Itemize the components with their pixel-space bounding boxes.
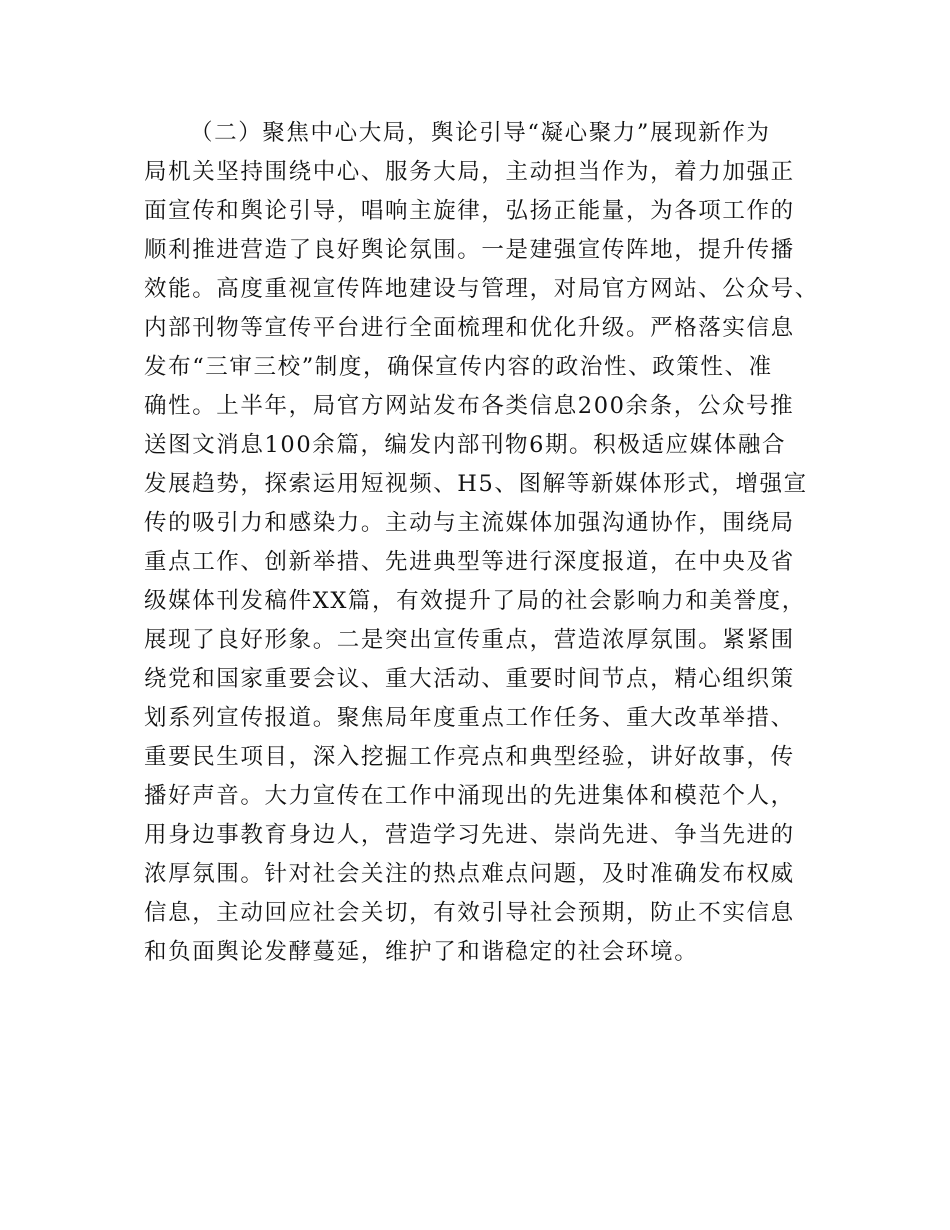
paragraph-line: 顺利推进营造了良好舆论氛围。一是建强宣传阵地，提升传播 [144, 237, 795, 263]
paragraph-line: 重点工作、创新举措、先进典型等进行深度报道，在中央及省 [144, 549, 795, 575]
paragraph-line: 和负面舆论发酵蔓延，维护了和谐稳定的社会环境。 [144, 939, 699, 965]
paragraph-line: 划系列宣传报道。聚焦局年度重点工作任务、重大改革举措、 [144, 705, 795, 731]
paragraph-line: 绕党和国家重要会议、重大活动、重要时间节点，精心组织策 [144, 666, 795, 692]
paragraph-line: 面宣传和舆论引导，唱响主旋律，弘扬正能量，为各项工作的 [144, 198, 795, 224]
paragraph-line: 用身边事教育身边人，营造学习先进、崇尚先进、争当先进的 [144, 822, 795, 848]
paragraph-line: 确性。上半年，局官方网站发布各类信息200余条，公众号推 [144, 393, 795, 419]
paragraph-line: 传的吸引力和感染力。主动与主流媒体加强沟通协作，围绕局 [144, 510, 795, 536]
paragraph-line: 发展趋势，探索运用短视频、H5、图解等新媒体形式，增强宣 [144, 471, 808, 497]
paragraph-line: 效能。高度重视宣传阵地建设与管理，对局官方网站、公众号、 [144, 276, 819, 302]
section-heading-line: （二）聚焦中心大局，舆论引导“凝心聚力”展现新作为 [190, 120, 771, 146]
paragraph-line: 重要民生项目，深入挖掘工作亮点和典型经验，讲好故事，传 [144, 744, 795, 770]
paragraph-line: 级媒体刊发稿件XX篇，有效提升了局的社会影响力和美誉度， [144, 588, 806, 614]
paragraph-line: 内部刊物等宣传平台进行全面梳理和优化升级。严格落实信息 [144, 315, 795, 341]
paragraph-line: 浓厚氛围。针对社会关注的热点难点问题，及时准确发布权威 [144, 861, 795, 887]
paragraph-line: 信息，主动回应社会关切，有效引导社会预期，防止不实信息 [144, 900, 795, 926]
body-text [144, 114, 844, 972]
paragraph-line: 播好声音。大力宣传在工作中涌现出的先进集体和模范个人， [144, 783, 795, 809]
paragraph-line: 展现了良好形象。二是突出宣传重点，营造浓厚氛围。紧紧围 [144, 627, 795, 653]
paragraph-line: 发布“三审三校”制度，确保宣传内容的政治性、政策性、准 [144, 354, 773, 380]
paragraph-line: 局机关坚持围绕中心、服务大局，主动担当作为，着力加强正 [144, 159, 795, 185]
paragraph-line: 送图文消息100余篇，编发内部刊物6期。积极适应媒体融合 [144, 432, 787, 458]
